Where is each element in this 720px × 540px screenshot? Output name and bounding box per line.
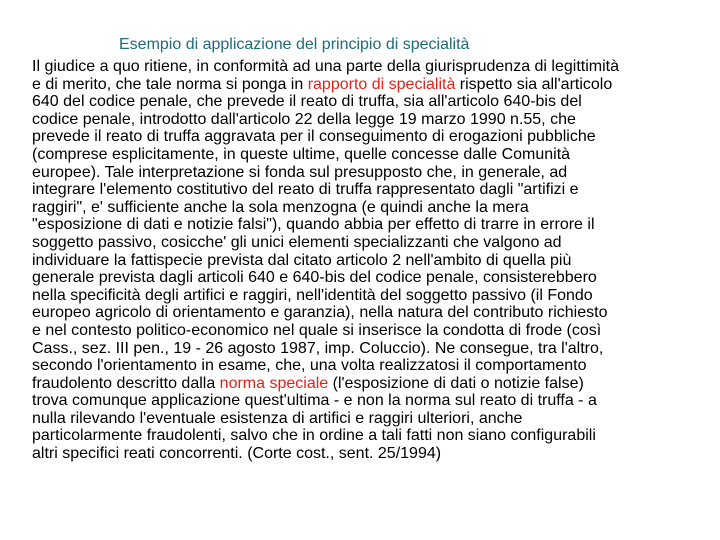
paragraph-line: "esposizione di dati e notizie falsi"), quando abbia per effetto di trarre in errore il (32, 216, 595, 234)
paragraph-line: nella specificità degli artifici e raggiri, nell'identità del soggetto passivo (il Fondo (32, 286, 593, 304)
paragraph-line: europee). Tale interpretazione si fonda sul presupposto che, in generale, ad (32, 163, 568, 181)
paragraph-line: secondo l'orientamento in esame, che, una volta realizzatosi il comportamento (32, 357, 587, 375)
paragraph-line: (comprese esplicitamente, in queste ultime, quelle concesse dalle Comunità (32, 145, 571, 163)
paragraph-line: prevede il reato di truffa aggravata per il conseguimento di erogazioni pubbliche (32, 128, 596, 146)
paragraph-line: soggetto passivo, cosicche' gli unici elementi specializzanti che valgono ad (32, 233, 562, 251)
paragraph-line: raggiri", e' sufficiente anche la sola menzogna (e quindi anche la mera (32, 198, 529, 216)
paragraph-line: generale prevista dagli articoli 640 e 640-bis del codice penale, consisterebbero (32, 269, 597, 287)
text-segment: fraudolento descritto dalla (32, 374, 220, 392)
paragraph-line (32, 375, 704, 393)
paragraph-line: nulla rilevando l'eventuale esistenza di artifici e raggiri ulteriori, anche (32, 409, 523, 427)
paragraph-line: Il giudice a quo ritiene, in conformità ad una parte della giurisprudenza di legittimità (32, 58, 620, 75)
paragraph-line: codice penale, introdotto dall'articolo 22 della legge 19 marzo 1990 n.55, che (32, 110, 576, 128)
text-segment: (l'esposizione di dati o notizie false) (328, 374, 584, 392)
paragraph (32, 58, 704, 463)
paragraph-line: individuare la fattispecie prevista dal citato articolo 2 nell'ambito di quella più (32, 251, 572, 269)
slide-title: Esempio di applicazione del principio di specialità (119, 36, 470, 53)
text-segment: rispetto sia all'articolo (455, 75, 613, 93)
paragraph-line: 640 del codice penale, che prevede il reato di truffa, sia all'articolo 640-bis del (32, 93, 582, 111)
paragraph-line: e nel contesto politico-economico nel quale si inserisce la condotta di frode (così (32, 321, 602, 339)
paragraph-line: Cass., sez. III pen., 19 - 26 agosto 1987, imp. Coluccio). Ne consegue, tra l'altro, (32, 339, 604, 357)
highlight-rapporto-di-specialita: rapporto di specialità (307, 75, 456, 93)
paragraph-line: integrare l'elemento costitutivo del reato di truffa rappresentato dagli "artifizi e (32, 181, 579, 199)
paragraph-line (32, 76, 704, 94)
text-segment: e di merito, che tale norma si ponga in (32, 75, 308, 93)
paragraph-line: europeo agricolo di orientamento e garanzia), nella natura del contributo richiesto (32, 304, 608, 322)
paragraph-line: altri specifici reati concorrenti. (Corte cost., sent. 25/1994) (32, 445, 442, 463)
highlight-norma-speciale: norma speciale (219, 374, 329, 392)
paragraph-line: particolarmente fraudolenti, salvo che in ordine a tali fatti non siano configurabili (32, 427, 596, 445)
paragraph-line: trova comunque applicazione quest'ultima - e non la norma sul reato di truffa - a (32, 392, 597, 410)
